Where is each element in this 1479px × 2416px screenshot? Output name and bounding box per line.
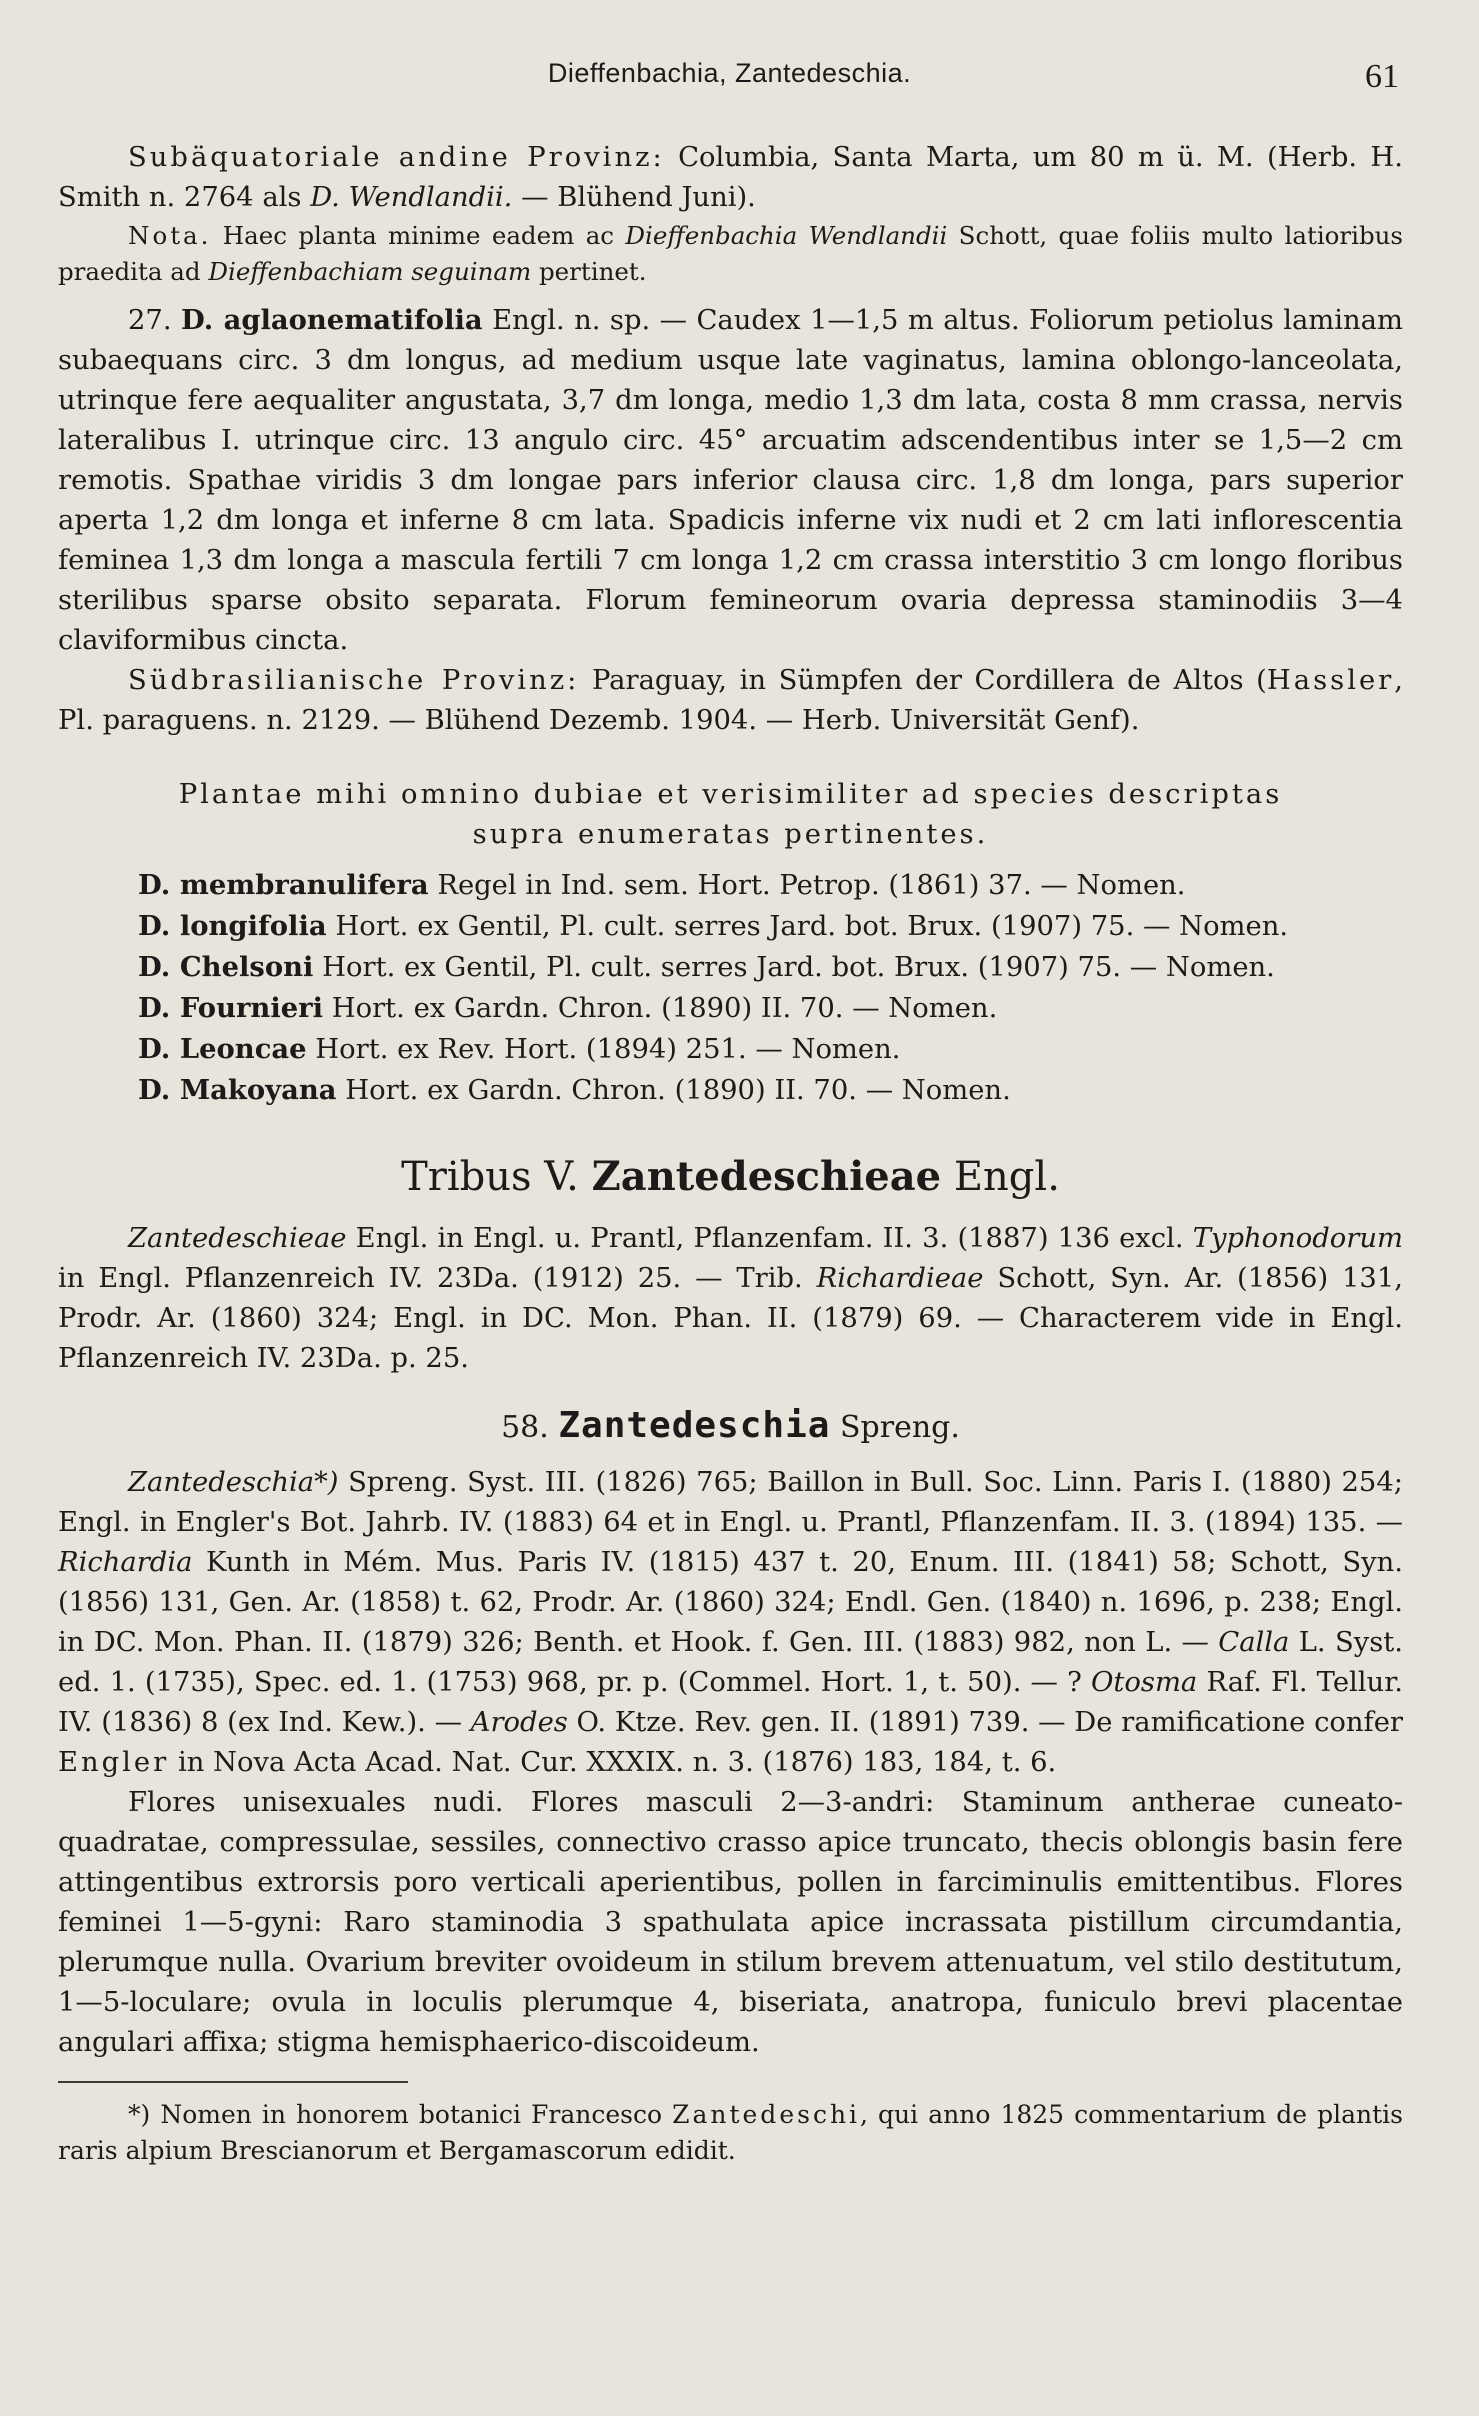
taxon-italic: Typhonodorum <box>1192 1223 1403 1254</box>
footnote-divider <box>58 2081 408 2083</box>
tribe-heading <box>58 1149 1403 1205</box>
list-item <box>138 1029 1403 1070</box>
province-name: Subäquatoriale andine Provinz: <box>128 142 665 173</box>
list-item <box>138 906 1403 947</box>
species-name: D. longifolia <box>138 910 327 942</box>
genus-description: Flores unisexuales nudi. Flores masculi 2—3-andri: Staminum antherae cuneato-quadratae, compressulae, sessiles, connectivo crasso apice truncato, thecis oblongis basin fere attingentibus extrorsis poro verticali aperientibus, pollen in farciminulis emittentibus. Flores feminei 1—5-gyni: Raro staminodia 3 spathulata apice incrassata pistillum circumdantia, plerumque nulla. Ovarium breviter ovoideum in stilum brevem attenuatum, vel stilo destitutum, 1—5-loculare; ovula in loculis plerumque 4, biseriata, anatropa, funiculo brevi placentae angulari affixa; stigma hemisphaerico-discoideum. <box>58 1787 1403 2058</box>
species-description <box>58 300 1403 661</box>
species-citation: Hort. ex Gardn. Chron. (1890) II. 70. — Nomen. <box>336 1075 1011 1106</box>
footnote-text <box>58 2097 1403 2169</box>
nota-text: Schott, quae foliis multo latioribus praedita ad <box>58 221 1403 286</box>
species-name: D. membranulifera <box>138 869 429 901</box>
genus-name: Zantedeschia <box>558 1405 831 1446</box>
distribution-text: — Blühend Juni). <box>512 182 756 213</box>
list-item <box>138 988 1403 1029</box>
taxon-italic: Otosma <box>1090 1667 1198 1698</box>
distribution-text: Paraguay, in Sümpfen der Cordillera de Altos ( <box>579 665 1267 696</box>
taxon-italic: Richardieae <box>816 1263 984 1294</box>
genus-synonymy <box>58 1463 1403 1783</box>
species-citation: Regel in Ind. sem. Hort. Petrop. (1861) 37. — Nomen. <box>428 870 1186 901</box>
footnote <box>58 2097 1403 2169</box>
species-number: 27. <box>128 305 172 336</box>
taxon-italic: Arodes <box>470 1707 568 1738</box>
dubiae-heading-line: supra enumeratas pertinentes. <box>472 819 989 850</box>
species-name: D. Chelsoni <box>138 951 314 983</box>
species-citation: Hort. ex Gardn. Chron. (1890) II. 70. — Nomen. <box>323 993 998 1024</box>
citation-text: L. Syst. ed. 1. (1735), Spec. ed. 1. (1753) 968, pr. p. (Commel. Hort. 1, t. 50). — ? <box>58 1627 1403 1698</box>
citation-text: Raf. Fl. Tellur. IV. (1836) 8 (ex Ind. Kew.). — <box>58 1667 1403 1738</box>
tribe-name: Zantedeschieae <box>591 1153 942 1200</box>
nota-text: pertinet. <box>531 257 647 286</box>
tribe-synonymy <box>58 1219 1403 1379</box>
citation-text: in Nova Acta Acad. Nat. Cur. XXXIX. n. 3. (1876) 183, 184, t. 6. <box>169 1747 1057 1778</box>
page-header <box>60 58 1399 102</box>
taxon-italic: Richardia <box>58 1547 193 1578</box>
distribution-text: , Pl. paraguens. n. 2129. — Blühend Dezemb. 1904. — Herb. Universität Genf). <box>58 665 1403 736</box>
author-name: Engler <box>58 1747 170 1778</box>
species-citation: Hort. ex Gentil, Pl. cult. serres Jard. bot. Brux. (1907) 75. — Nomen. <box>326 911 1289 942</box>
genus-heading <box>58 1401 1403 1453</box>
citation-text: Schott, Syn. Ar. (1856) 131, Prodr. Ar. (1860) 324; Engl. in DC. Mon. Phan. II. (1879) 69. — Characterem vide in Engl. Pflanzenreich IV. 23Da. p. 25. <box>58 1263 1403 1374</box>
species-name: D. Fournieri <box>138 992 323 1024</box>
list-item <box>138 1070 1403 1111</box>
dubiae-heading <box>58 775 1403 855</box>
footnote-part: *) Nomen in honorem botanici Francesco <box>128 2100 673 2129</box>
province-name: Südbrasilianische Provinz: <box>128 665 580 696</box>
species-name: D. aglaonematifolia <box>181 304 483 336</box>
taxon-italic: Dieffenbachiam seguinam <box>208 257 532 286</box>
citation-text: in Engl. Pflanzenreich IV. 23Da. (1912) 25. — Trib. <box>58 1263 817 1294</box>
taxon-italic: Zantedeschia*) <box>128 1467 339 1498</box>
genus-number: 58. <box>501 1410 559 1445</box>
species-name: D. Makoyana <box>138 1074 337 1106</box>
tribe-author: Engl. <box>941 1154 1060 1200</box>
nota-label: Nota. <box>128 221 212 250</box>
distribution-paragraph <box>58 138 1403 218</box>
dubiae-heading-line: Plantae mihi omnino dubiae et verisimiliter ad species descriptas <box>178 779 1283 810</box>
species-text: Engl. n. sp. — Caudex 1—1,5 m altus. Foliorum petiolus laminam subaequans circ. 3 dm longus, ad medium usque late vaginatus, lamina oblongo-lanceolata, utrinque fere aequaliter angustata, 3,7 dm longa, medio 1,3 dm lata, costa 8 mm crassa, nervis lateralibus I. utrinque circ. 13 angulo circ. 45° arcuatim adscendentibus inter se 1,5—2 cm remotis. Spathae viridis 3 dm longae pars inferior clausa circ. 1,8 dm longa, pars superior aperta 1,2 dm longa et inferne 8 cm lata. Spadicis inferne vix nudi et 2 cm lati inflorescentia feminea 1,3 dm longa a mascula fertili 7 cm longa 1,2 cm crassa interstitio 3 cm longo floribus sterilibus sparse obsito separata. Florum femineorum ovaria depressa staminodiis 3—4 claviformibus cincta. <box>58 305 1403 656</box>
taxon-italic: Zantedeschieae <box>128 1223 347 1254</box>
page-number: 61 <box>1365 58 1399 95</box>
citation-text: Kunth in Mém. Mus. Paris IV. (1815) 437 t. 20, Enum. III. (1841) 58; Schott, Syn. (1856) 131, Gen. Ar. (1858) t. 62, Prodr. Ar. (1860) 324; Endl. Gen. (1840) n. 1696, p. 238; Engl. in DC. Mon. Phan. II. (1879) 326; Benth. et Hook. f. Gen. III. (1883) 982, non L. — <box>58 1547 1403 1658</box>
genus-author: Spreng. <box>830 1410 960 1445</box>
list-item <box>138 865 1403 906</box>
nota-paragraph <box>58 218 1403 290</box>
nota-text: Haec planta minime eadem ac <box>211 221 626 250</box>
taxon-italic: D. Wendlandii. <box>310 182 513 213</box>
nota-block <box>58 218 1403 290</box>
running-title: Dieffenbachia, Zantedeschia. <box>547 58 912 88</box>
citation-text: O. Ktze. Rev. gen. II. (1891) 739. — De ramificatione confer <box>567 1707 1403 1738</box>
species-name: D. Leoncae <box>138 1033 307 1065</box>
taxon-italic: Calla <box>1218 1627 1290 1658</box>
dubiae-list <box>138 865 1403 1111</box>
footnote-part: , qui anno 1825 commentarium de plantis raris alpium Brescianorum et Bergamascorum edidit. <box>58 2100 1403 2165</box>
distribution-text: Columbia, Santa Marta, um 80 m ü. M. (Herb. H. Smith n. 2764 als <box>58 142 1403 213</box>
species-distribution <box>58 661 1403 741</box>
tribe-prefix: Tribus V. <box>401 1154 592 1200</box>
person-name: Zantedeschi <box>672 2100 861 2129</box>
collector-name: Hassler <box>1266 665 1395 696</box>
list-item <box>138 947 1403 988</box>
taxon-italic: Dieffenbachia Wendlandii <box>625 221 948 250</box>
species-citation: Hort. ex Gentil, Pl. cult. serres Jard. bot. Brux. (1907) 75. — Nomen. <box>313 952 1275 983</box>
main-text <box>58 138 1403 2169</box>
citation-text: Engl. in Engl. u. Prantl, Pflanzenfam. II. 3. (1887) 136 excl. <box>346 1223 1193 1254</box>
species-citation: Hort. ex Rev. Hort. (1894) 251. — Nomen. <box>306 1034 901 1065</box>
citation-text: Spreng. Syst. III. (1826) 765; Baillon in Bull. Soc. Linn. Paris I. (1880) 254; Engl. in Engler's Bot. Jahrb. IV. (1883) 64 et in Engl. u. Prantl, Pflanzenfam. II. 3. (1894) 135. — <box>58 1467 1403 1538</box>
